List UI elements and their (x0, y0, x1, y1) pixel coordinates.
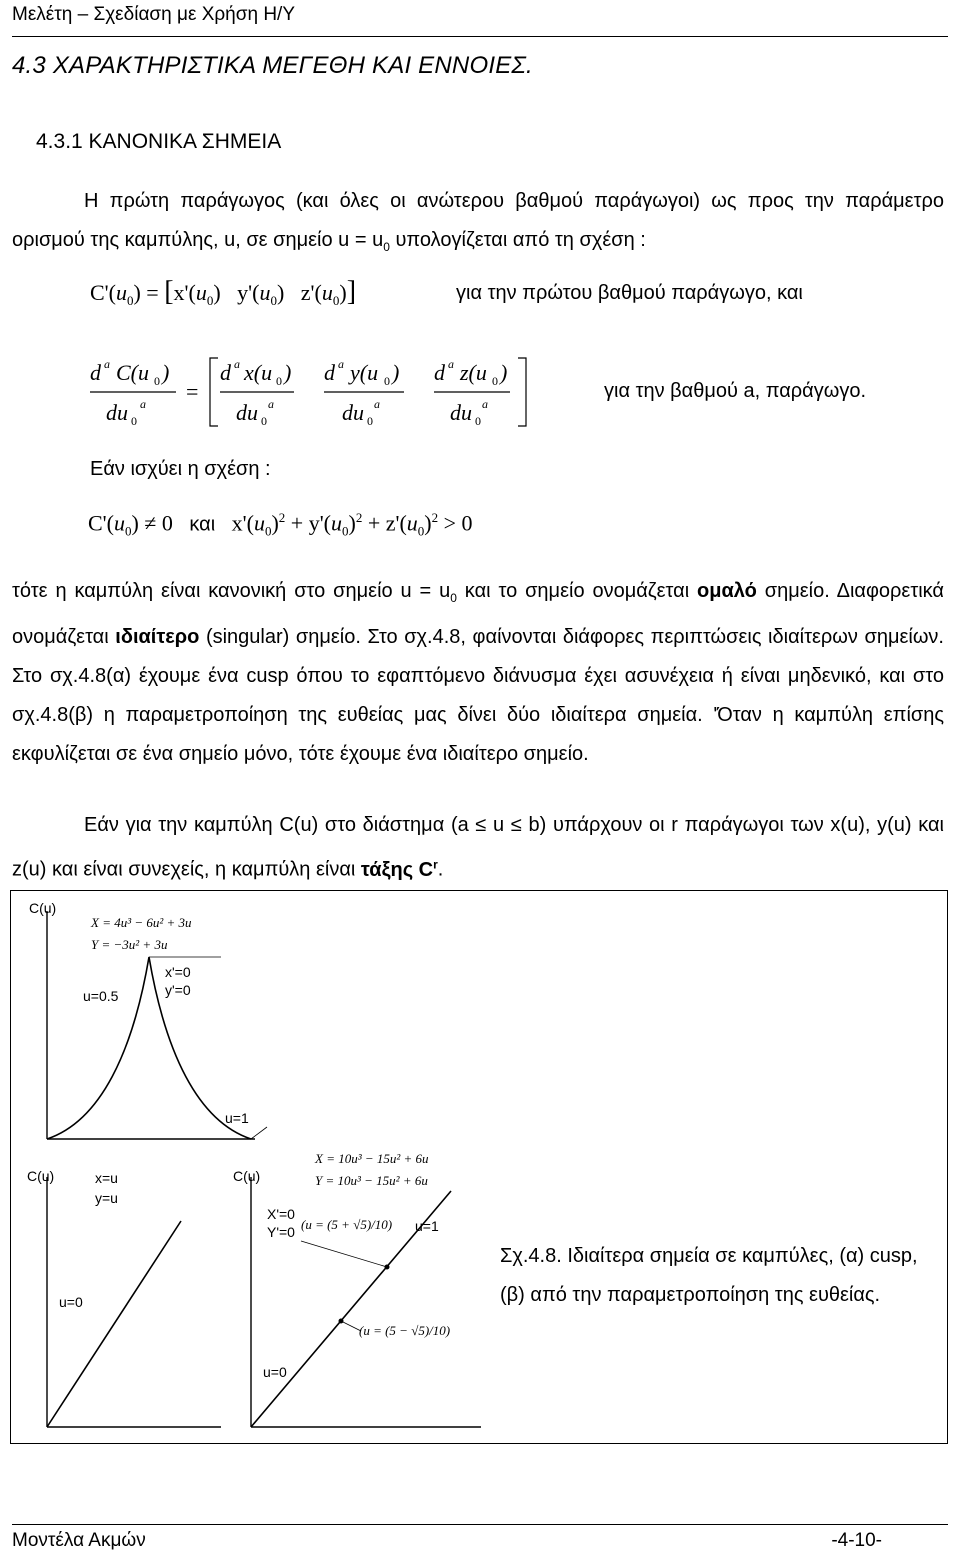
fig-b1-line (47, 1221, 181, 1427)
svg-text:): ) (162, 360, 170, 385)
svg-text:a: a (234, 357, 240, 371)
paragraph-intro-text: Η πρώτη παράγωγος (και όλες οι ανώτερου βαθμού παράγωγοι) ως προς την παράμετρο ορισμού της καμπύλης, u, σε σημείο $u = u_0$ υπολογίζεται από τη σχέση : (12, 190, 944, 254)
fig-a-end-leader (251, 1127, 267, 1139)
svg-text:): ) (392, 360, 400, 385)
svg-text:a: a (448, 357, 454, 371)
svg-text:x(u: x(u (244, 360, 273, 385)
svg-text:0: 0 (492, 374, 498, 388)
figure-svg (11, 891, 947, 1443)
first-derivative-equation: $C'(u_0) = [x'(u_0)$ $y'(u_0)$ $z'(u_0)$] (90, 276, 357, 308)
fig-b2-u-start: u=0 (263, 1364, 287, 1380)
figure-caption: Σχ.4.8. Ιδιαίτερα σημεία σε καμπύλες, (α) cusp, (β) από την παραμετροποίηση της ευθείας. (500, 1245, 918, 1306)
svg-text:C(u: C(u (116, 360, 149, 385)
svg-text:d: d (434, 360, 445, 385)
fig-a-u-mid: u=0.5 (83, 988, 119, 1004)
svg-text:a: a (374, 397, 380, 411)
fig-a-cusp-curve (47, 957, 251, 1139)
svg-text:0: 0 (367, 414, 373, 428)
figure-a (29, 900, 267, 1139)
svg-text:=: = (186, 379, 199, 404)
svg-text:0: 0 (276, 374, 282, 388)
fig-a-eq-x: X = 4u³ − 6u² + 3u (91, 915, 192, 930)
figure-4-8 (10, 890, 948, 1444)
svg-text:du: du (236, 400, 258, 425)
svg-text:a: a (482, 397, 488, 411)
paragraph-singular: τότε η καμπύλη είναι κανονική στο σημείο $u = u_0$ και το σημείο ονομάζεται ομαλό σημείο. Διαφορετικά ονομάζεται ιδιαίτερο (singular) σημείο. Στο σχ.4.8, φαίνονται διάφορες περιπτώσεις ιδιαίτερων σημείων. Στο σχ.4.8(α) έχουμε ένα cusp όπου το εφαπτόμενο διάνυσμα έχει ασυνέχεια ή είναι μηδενικό, και στο σχ.4.8(β) η παραμετροποίηση της ευθείας μας δίνει δύο ιδιαίτερα σημεία. 'Όταν η καμπύλη επίσης εκφυλίζεται σε ένα σημείο μόνο, τότε έχουμε ένα ιδιαίτερο σημείο. (12, 580, 944, 765)
subsection-title: 4.3.1 ΚΑΝΟΝΙΚΑ ΣΗΜΕΙΑ (36, 130, 282, 153)
svg-text:0: 0 (261, 414, 267, 428)
regularity-condition: $C'(u_0) \ne 0$ και $x'(u_0)^2 + y'(u_0)^2 + z'(u_0)^2 > 0$ (88, 510, 473, 539)
higher-derivative-formula (88, 352, 548, 432)
condition-label: Εάν ισχύει η σχέση : (90, 458, 271, 480)
running-header: Μελέτη – Σχεδίαση με Χρήση Η/Υ (12, 4, 295, 25)
fig-b2-u-end: u=1 (415, 1218, 439, 1234)
svg-text:a: a (268, 397, 274, 411)
svg-text:0: 0 (131, 414, 137, 428)
paragraph-intro (12, 182, 944, 267)
svg-text:): ) (500, 360, 508, 385)
fig-b2-u-minus: (u = (5 − √5)/10) (359, 1323, 451, 1338)
svg-text:z(u: z(u (460, 360, 487, 385)
fig-a-cond-y: y'=0 (165, 982, 191, 998)
first-derivative-note: για την πρώτου βαθμού παράγωγο, και (456, 282, 803, 304)
svg-text:0: 0 (154, 374, 160, 388)
fig-b2-eq-x: X = 10u³ − 15u² + 6u (315, 1151, 429, 1166)
fig-b1-eq-x: x=u (95, 1170, 118, 1186)
fig-b2-u-plus: (u = (5 + √5)/10) (301, 1217, 393, 1232)
svg-text:a: a (104, 357, 110, 371)
fig-b1-eq-y: y=u (95, 1190, 118, 1206)
fig-a-curve-label: C(u) (29, 900, 57, 916)
svg-text:0: 0 (384, 374, 390, 388)
svg-text:d: d (324, 360, 335, 385)
svg-text:du: du (450, 400, 472, 425)
and-word: και (189, 513, 216, 536)
svg-text:d: d (90, 360, 101, 385)
svg-text:0: 0 (475, 414, 481, 428)
fig-b1-u-start: u=0 (59, 1294, 83, 1310)
fig-a-eq-y: Y = −3u² + 3u (91, 937, 168, 952)
fig-b2-leader-minus (341, 1321, 361, 1331)
fig-a-u-end: u=1 (225, 1110, 249, 1126)
figure-b2 (233, 1151, 481, 1427)
footer-rule (12, 1524, 948, 1525)
page-number: -4-10- (831, 1530, 882, 1551)
footer-chapter: Μοντέλα Ακμών (12, 1530, 146, 1551)
svg-text:y(u: y(u (350, 360, 379, 385)
figure-b1 (27, 1168, 221, 1427)
fig-b2-curve-label: C(u) (233, 1168, 261, 1184)
higher-derivative-note: για την βαθμού a, παράγωγο. (604, 380, 867, 402)
fig-b1-curve-label: C(u) (27, 1168, 55, 1184)
higher-derivative-equation (88, 352, 548, 437)
fig-b2-eq-y: Y = 10u³ − 15u² + 6u (315, 1173, 428, 1188)
header-rule (12, 36, 948, 37)
fig-b2-cond-x: X'=0 (267, 1206, 295, 1222)
fig-b2-cond-y: Y'=0 (267, 1224, 295, 1240)
svg-text:a: a (140, 397, 146, 411)
paragraph-continuity: Εάν για την καμπύλη C(u) στο διάστημα (a ≤ u ≤ b) υπάρχουν οι r παράγωγοι των x(u), y(u) και z(u) και είναι συνεχείς, η καμπύλη είναι τάξης $C^r$. (12, 814, 944, 881)
svg-text:du: du (342, 400, 364, 425)
fig-b2-leader-plus (301, 1241, 387, 1267)
svg-text:du: du (106, 400, 128, 425)
svg-text:a: a (338, 357, 344, 371)
fig-a-cond-x: x'=0 (165, 964, 191, 980)
svg-text:): ) (284, 360, 292, 385)
svg-text:d: d (220, 360, 231, 385)
section-title: 4.3 ΧΑΡΑΚΤΗΡΙΣΤΙΚΑ ΜΕΓΕΘΗ ΚΑΙ ΕΝΝΟΙΕΣ. (12, 52, 533, 79)
